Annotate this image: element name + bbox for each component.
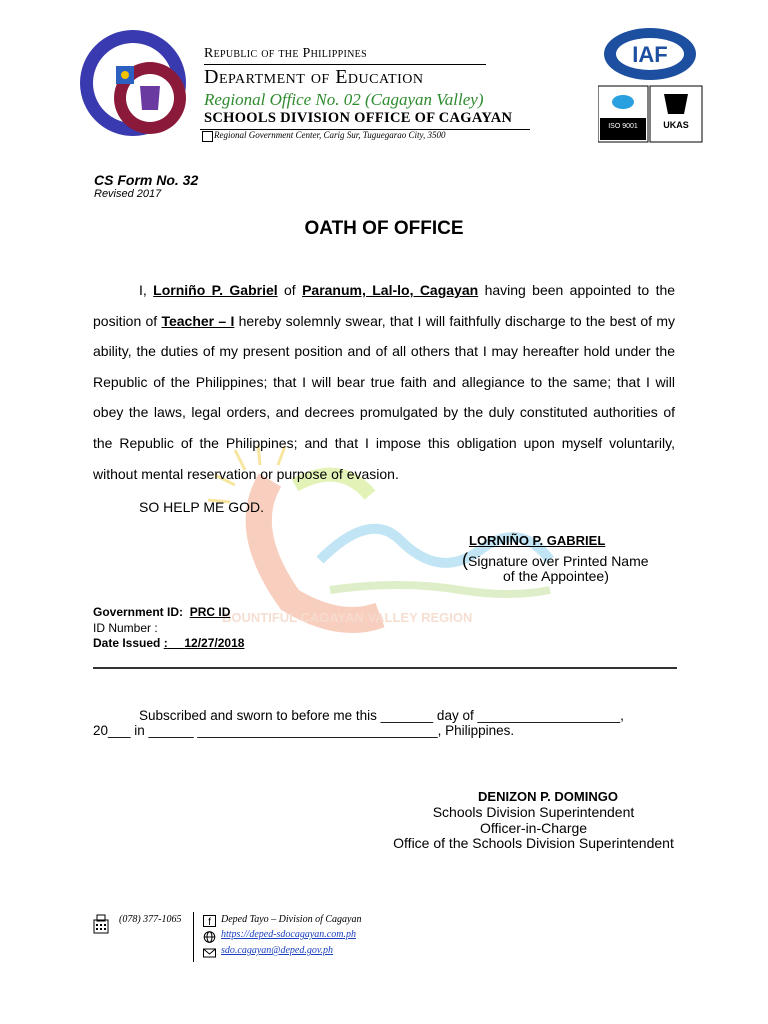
- svg-text:IAF: IAF: [632, 42, 668, 67]
- appointee-position: Teacher – I: [161, 312, 235, 329]
- svg-text:f: f: [208, 917, 211, 927]
- footer-phone: (078) 377-1065: [119, 914, 182, 925]
- oath-p2: of: [284, 282, 296, 298]
- oath-body: [93, 275, 675, 489]
- footer-facebook: Deped Tayo – Division of Cagayan: [221, 914, 362, 925]
- iaf-iso-logo: [598, 26, 704, 146]
- header-regional-office: Regional Office No. 02 (Cagayan Valley): [204, 90, 484, 109]
- header-rule: [204, 64, 486, 65]
- globe-icon: [203, 931, 216, 943]
- oath-closing: SO HELP ME GOD.: [139, 499, 264, 515]
- id-number-line: ID Number :: [93, 621, 158, 635]
- footer-divider: [193, 912, 194, 962]
- appointee-place: Paranum, Lal-lo, Cagayan: [302, 282, 479, 298]
- date-issued-value: 12/27/2018: [184, 636, 245, 650]
- date-issued-line: [93, 636, 244, 650]
- oath-p4: hereby solemnly swear, that I will faithfully discharge to the best of my ability, the duties of my present position and of all others that I may hereafter hold under the Republic of the Philippines; that I will bear true faith and allegiance to the same; that I will obey the laws, legal orders, and decrees promulgated by the duly constituted authorities of the Republic of the Philippines; and that I impose this obligation upon myself voluntarily, without mental reservation or purpose of evasion.: [93, 312, 675, 482]
- watermark-text: BOUNTIFUL CAGAYAN VALLEY REGION: [222, 610, 473, 625]
- form-number: CS Form No. 32: [94, 172, 199, 188]
- gov-id-line: [93, 605, 230, 619]
- phone-fax-icon: [93, 914, 109, 934]
- building-icon: [202, 131, 213, 142]
- superintendent-title-1: Schools Division Superintendent: [432, 804, 635, 820]
- appointee-name-inline: Lorniño P. Gabriel: [153, 282, 278, 298]
- envelope-icon: [203, 947, 216, 959]
- header-sdo: SCHOOLS DIVISION OFFICE OF CAGAYAN: [204, 110, 513, 126]
- svg-text:UKAS: UKAS: [663, 120, 689, 130]
- caption-paren: (: [462, 550, 468, 570]
- appointee-signature-name: LORNIÑO P. GABRIEL: [469, 533, 606, 548]
- caption-text-1: Signature over Printed Name: [468, 553, 649, 569]
- svg-text:ISO 9001: ISO 9001: [608, 123, 638, 130]
- header-republic: Republic of the Philippines: [204, 46, 367, 61]
- appointee-caption-2: of the Appointee): [503, 568, 609, 584]
- superintendent-name: DENIZON P. DOMINGO: [478, 789, 618, 804]
- date-issued-label: Date Issued: [93, 636, 161, 650]
- date-issued-sep: :: [163, 636, 168, 650]
- gov-id-label: Government ID:: [93, 605, 184, 619]
- facebook-icon: [203, 915, 216, 927]
- subscribed-line-1: Subscribed and sworn to before me this _______ day of ___________________,: [139, 708, 624, 723]
- footer-website-link[interactable]: https://deped-sdocagayan.com.ph: [221, 929, 356, 940]
- oath-p3: having been appointed to the position of: [93, 282, 676, 329]
- superintendent-title-2: Officer-in-Charge: [479, 820, 588, 836]
- page-title: OATH OF OFFICE: [304, 218, 464, 239]
- section-divider: [93, 667, 677, 669]
- deped-seal-logo: [78, 28, 188, 138]
- header-address: Regional Government Center, Carig Sur, Tuguegarao City, 3500: [214, 130, 446, 140]
- form-revised: Revised 2017: [94, 188, 162, 200]
- date-issued-underlined: [164, 636, 245, 650]
- subscribed-line-2: 20___ in ______ ________________________________, Philippines.: [93, 723, 515, 738]
- header-department: Department of Education: [204, 66, 424, 88]
- superintendent-title-3: Office of the Schools Division Superintendent: [393, 835, 674, 851]
- oath-p1: I,: [139, 282, 147, 298]
- footer-email-link[interactable]: sdo.cagayan@deped.gov.ph: [221, 945, 334, 956]
- gov-id-value: PRC ID: [189, 605, 231, 619]
